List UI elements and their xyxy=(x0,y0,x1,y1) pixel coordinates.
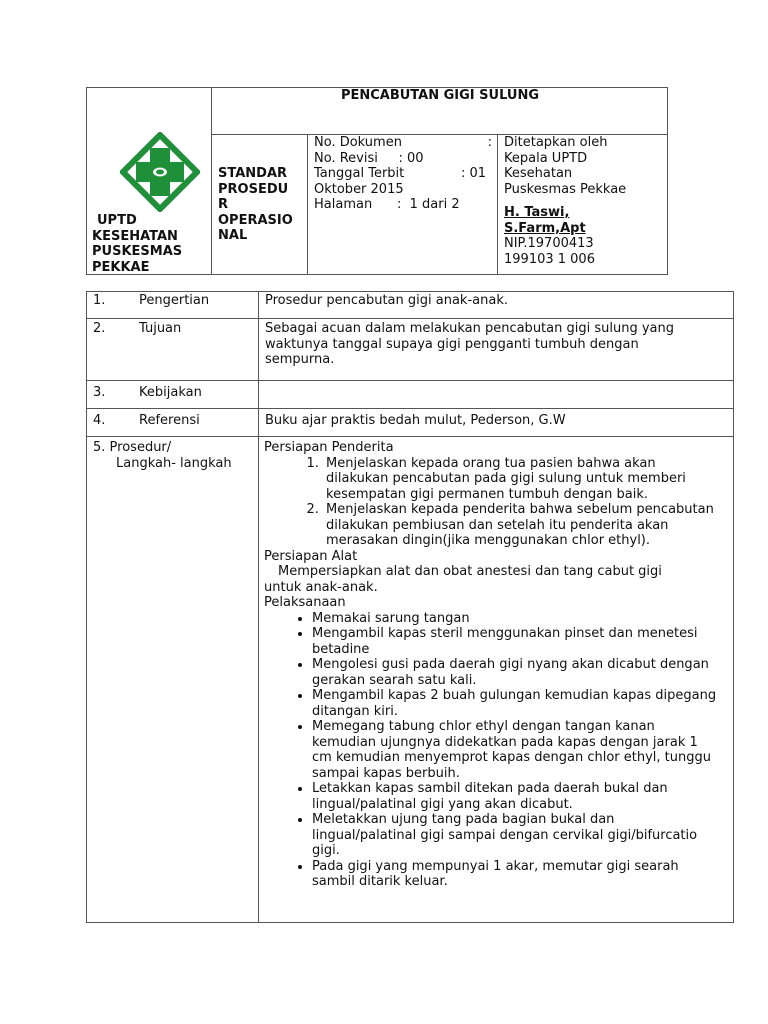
section-number: 4. xyxy=(93,413,106,428)
section-number: 3. xyxy=(93,385,106,400)
section-content: Buku ajar praktis bedah mulut, Pederson, G.W xyxy=(265,413,566,428)
signer-title: S.Farm,Apt xyxy=(504,220,586,236)
list-item: • Pada gigi yang mempunyai 1 akar, memutar gigi searah sambil ditarik keluar. xyxy=(312,859,720,890)
prep-patient-steps xyxy=(264,456,720,549)
section-content: Sebagai acuan dalam melakukan pencabutan gigi sulung yang waktunya tanggal supaya gigi pengganti tumbuh dengan sempurna. xyxy=(265,321,674,367)
document-info: No. Dokumen : No. Revisi : 00 Tanggal Terbit : 01 Oktober 2015 Halaman : 1 dari 2 xyxy=(314,135,492,212)
doc-number-row: No. Dokumen : xyxy=(314,135,492,150)
puskesmas-logo xyxy=(120,132,200,212)
nip: NIP.19700413 xyxy=(504,236,594,251)
list-item: • Mengambil kapas steril menggunakan pinset dan menetesi betadine xyxy=(312,626,720,657)
prep-tools-title: Persiapan Alat xyxy=(264,548,358,564)
section-label: 5. Prosedur/ Langkah- langkah xyxy=(93,440,232,471)
section-number: 1. xyxy=(93,293,106,308)
organization-name: UPTD KESEHATAN PUSKESMAS PEKKAE xyxy=(92,213,183,275)
list-item: 2. Menjelaskan kepada penderita bahwa sebelum pencabutan dilakukan pembiusan dan setelah itu penderita akan merasakan dingin(jika menggunakan chlor ethyl). xyxy=(323,502,720,549)
prep-tools-text: Mempersiapkan alat dan obat anestesi dan tang cabut gigi xyxy=(278,564,662,579)
document-title: PENCABUTAN GIGI SULUNG xyxy=(340,88,540,103)
section-number: 2. xyxy=(93,321,106,336)
section-label: Kebijakan xyxy=(139,385,202,400)
page-row: Halaman : 1 dari 2 xyxy=(314,197,460,212)
section-label: Pengertian xyxy=(139,293,210,308)
list-item: • Meletakkan ujung tang pada bagian bukal dan lingual/palatinal gigi sampai dengan cervikal gigi/bifurcatio gigi. xyxy=(312,812,720,859)
approval-block: Ditetapkan oleh Kepala UPTD Kesehatan Puskesmas Pekkae H. Taswi, S.Farm,Apt NIP.19700413 199103 1 006 xyxy=(504,135,666,267)
execution-steps xyxy=(264,611,720,890)
procedure-content: Persiapan Penderita 1. Menjelaskan kepada orang tua pasien bahwa akan dilakukan pencabutan pada gigi sulung untuk memberi kesempatan gigi permanen tumbuh dengan baik. 2. Menjelaskan kepada penderita bahwa sebelum pencabutan dilakukan pembiusan dan setelah itu penderita akan merasakan dingin(jika menggunakan chlor ethyl). Persiapan Alat Mempersiapkan alat dan obat anestesi dan tang cabut gigi untuk anak-anak. Pelaksanaan • Memakai sarung tangan • Mengambil kapas steril menggunakan pinset dan menetesi betadine • Mengolesi gusi pada daerah gigi nyang akan dicabut dengan gerakan searah satu kali. • Mengambil kapas 2 buah gulungan kemudian kapas dipegang ditangan kiri. • Memegang tabung chlor ethyl dengan tangan kanan kemudian ujungnya didekatkan pada kapas dengan jarak 1 cm kemudian menyemprot kapas dengan chlor ethyl, tunggu sampai kapas berbuih. • Letakkan kapas sambil ditekan pada daerah bukal dan lingual/palatinal gigi yang akan dicabut. • Meletakkan ujung tang pada bagian bukal dan lingual/palatinal gigi sampai dengan cervikal gigi/bifurcatio gigi. • Pada gigi yang mempunyai 1 akar, memutar gigi searah sambil ditarik keluar. xyxy=(264,440,720,890)
list-item: 1. Menjelaskan kepada orang tua pasien bahwa akan dilakukan pencabutan pada gigi sulung untuk memberi kesempatan gigi permanen tumbuh dengan baik. xyxy=(323,456,720,503)
section-label: Tujuan xyxy=(139,321,182,336)
list-item: • Mengolesi gusi pada daerah gigi nyang akan dicabut dengan gerakan searah satu kali. xyxy=(312,657,720,688)
section-content: Prosedur pencabutan gigi anak-anak. xyxy=(265,293,508,308)
revision-row: No. Revisi : 00 xyxy=(314,150,424,166)
list-item: • Memakai sarung tangan xyxy=(312,611,720,627)
execution-title: Pelaksanaan xyxy=(264,595,346,610)
section-number: 5. xyxy=(93,440,106,455)
signer-name: H. Taswi, xyxy=(504,205,570,220)
sop-label: STANDAR PROSEDU R OPERASIO NAL xyxy=(218,166,293,243)
list-item: • Letakkan kapas sambil ditekan pada daerah bukal dan lingual/palatinal gigi yang akan dicabut. xyxy=(312,781,720,812)
publish-date-row: Tanggal Terbit : 01 xyxy=(314,166,486,181)
list-item: • Mengambil kapas 2 buah gulungan kemudian kapas dipegang ditangan kiri. xyxy=(312,688,720,719)
section-label: Referensi xyxy=(139,413,200,428)
list-item: • Memegang tabung chlor ethyl dengan tangan kanan kemudian ujungnya didekatkan pada kapas dengan jarak 1 cm kemudian menyemprot kapas dengan chlor ethyl, tunggu sampai kapas berbuih. xyxy=(312,719,720,781)
prep-patient-title: Persiapan Penderita xyxy=(264,440,394,455)
